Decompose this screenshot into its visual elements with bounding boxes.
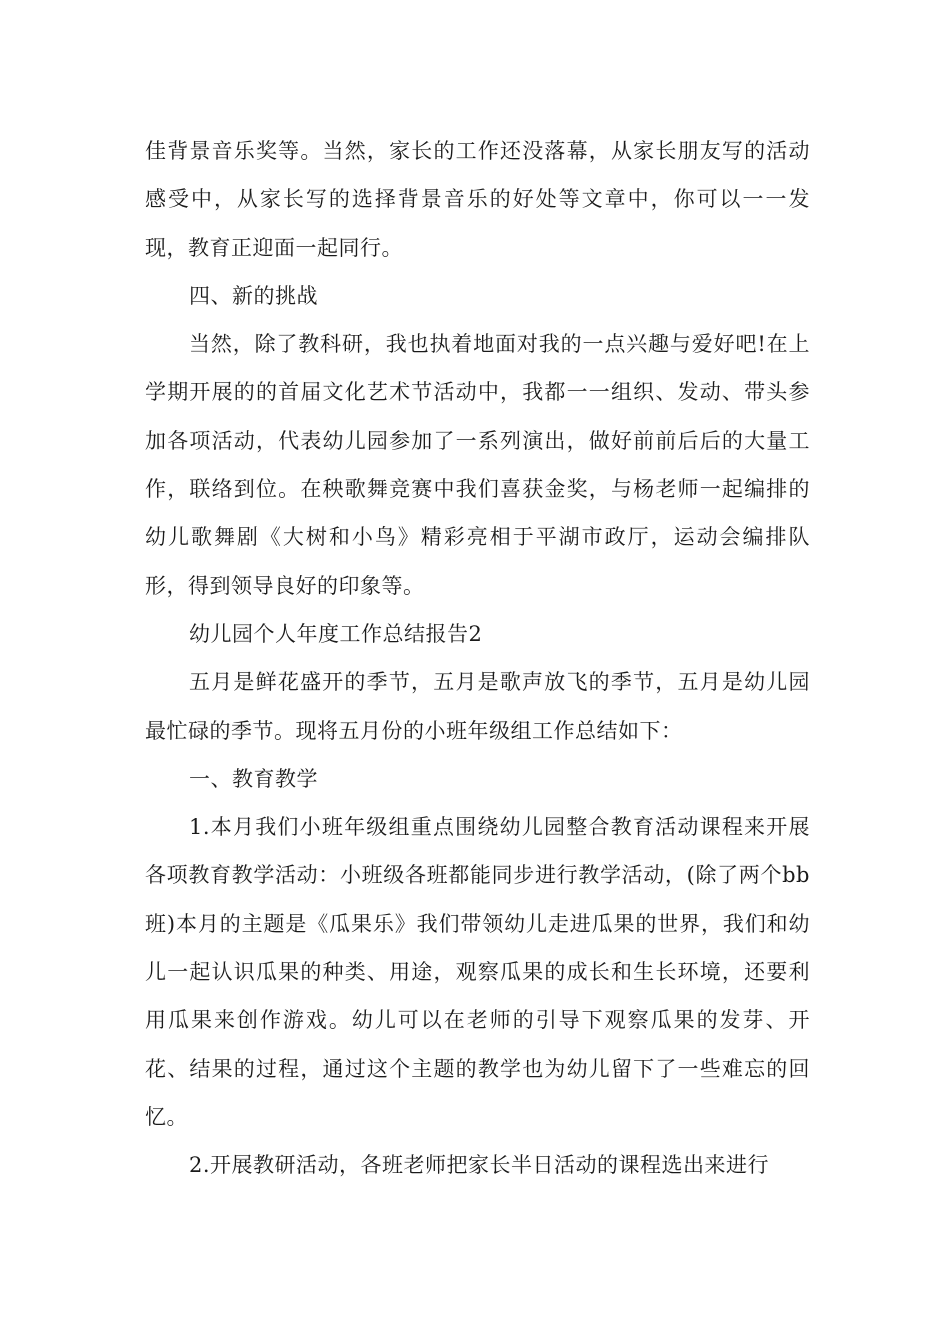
paragraph-hobbies: 当然，除了教科研，我也执着地面对我的一点兴趣与爱好吧!在上学期开展的的首届文化艺术节活动中，我都一一组织、发动、带头参加各项活动，代表幼儿园参加了一系列演出，做好前前后后的大量工作，联络到位。在秧歌舞竞赛中我们喜获金奖，与杨老师一起编排的幼儿歌舞剧《大树和小鸟》精彩亮相于平湖市政厅，运动会编排队形，得到领导良好的印象等。 xyxy=(145,332,810,598)
document-body xyxy=(145,127,810,1190)
paragraph-continuation: 佳背景音乐奖等。当然，家长的工作还没落幕，从家长朋友写的活动感受中，从家长写的选择背景音乐的好处等文章中，你可以一一发现，教育正迎面一起同行。 xyxy=(145,139,810,260)
section-heading-education: 一、教育教学 xyxy=(189,766,318,791)
paragraph-item-2: 2.开展教研活动，各班老师把家长半日活动的课程选出来进行 xyxy=(189,1153,770,1178)
paragraph-may-intro: 五月是鲜花盛开的季节，五月是歌声放飞的季节，五月是幼儿园最忙碌的季节。现将五月份的小班年级组工作总结如下： xyxy=(145,670,810,743)
section-heading-new-challenge: 四、新的挑战 xyxy=(189,283,318,308)
paragraph-item-1: 1.本月我们小班年级组重点围绕幼儿园整合教育活动课程来开展各项教育教学活动：小班级各班都能同步进行教学活动，(除了两个bb班)本月的主题是《瓜果乐》我们带领幼儿走进瓜果的世界，我们和幼儿一起认识瓜果的种类、用途，观察瓜果的成长和生长环境，还要利用瓜果来创作游戏。幼儿可以在老师的引导下观察瓜果的发芽、开花、结果的过程，通过这个主题的教学也为幼儿留下了一些难忘的回忆。 xyxy=(145,815,810,1129)
report-title-2: 幼儿园个人年度工作总结报告2 xyxy=(189,621,483,646)
